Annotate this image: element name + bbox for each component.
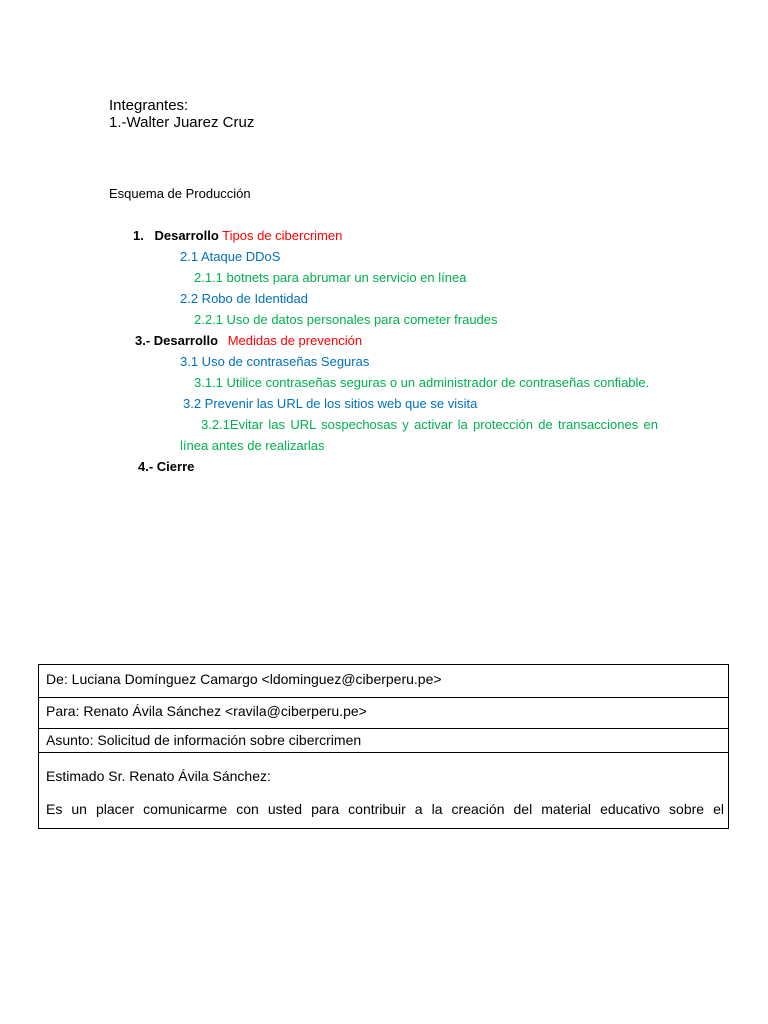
outline-item-3-2-1-line2: línea antes de realizarlas — [180, 438, 325, 453]
outline-item-3-2-1-line1: 3.2.1Evitar las URL sospechosas y activar la protección de transacciones en — [201, 417, 658, 432]
section-1-heading — [133, 228, 342, 244]
section-1-label: Desarrollo — [154, 228, 219, 243]
email-to-row — [39, 698, 728, 729]
email-body-line-1: Es un placer comunicarme con usted para contribuir a la creación del material educativo sobre el — [46, 801, 724, 817]
outline-title: Esquema de Producción — [109, 186, 251, 201]
outline-item-3-1-1: 3.1.1 Utilice contraseñas seguras o un administrador de contraseñas confiable. — [194, 375, 650, 390]
outline-item-3-1: 3.1 Uso de contraseñas Seguras — [180, 354, 370, 369]
outline-item-2-1: 2.1 Ataque DDoS — [180, 249, 281, 264]
integrantes-label: Integrantes: — [109, 97, 189, 114]
outline-item-2-1-1: 2.1.1 botnets para abrumar un servicio en línea — [194, 270, 467, 285]
outline-item-2-2: 2.2 Robo de Identidad — [180, 291, 308, 306]
outline-item-2-2-1: 2.2.1 Uso de datos personales para cometer fraudes — [194, 312, 498, 327]
email-subject-row — [39, 729, 728, 753]
email-from: De: Luciana Domínguez Camargo <ldominguez@ciberperu.pe> — [46, 671, 442, 687]
email-subject: Asunto: Solicitud de información sobre cibercrimen — [46, 732, 362, 748]
email-greeting: Estimado Sr. Renato Ávila Sánchez: — [46, 768, 271, 784]
section-4-heading: 4.- Cierre — [138, 459, 195, 474]
email-to: Para: Renato Ávila Sánchez <ravila@ciberperu.pe> — [46, 703, 367, 719]
outline-item-3-2: 3.2 Prevenir las URL de los sitios web que se visita — [183, 396, 478, 411]
section-3-label: 3.- Desarrollo — [135, 333, 219, 348]
section-3-heading — [135, 333, 362, 349]
section-1-topic: Tipos de cibercrimen — [222, 228, 343, 243]
email-from-row — [39, 665, 728, 698]
team-member-1: 1.-Walter Juarez Cruz — [109, 114, 255, 131]
section-3-topic: Medidas de prevención — [227, 333, 363, 348]
email-body — [39, 753, 728, 829]
email-table — [38, 664, 729, 829]
section-1-number: 1. — [133, 228, 144, 243]
